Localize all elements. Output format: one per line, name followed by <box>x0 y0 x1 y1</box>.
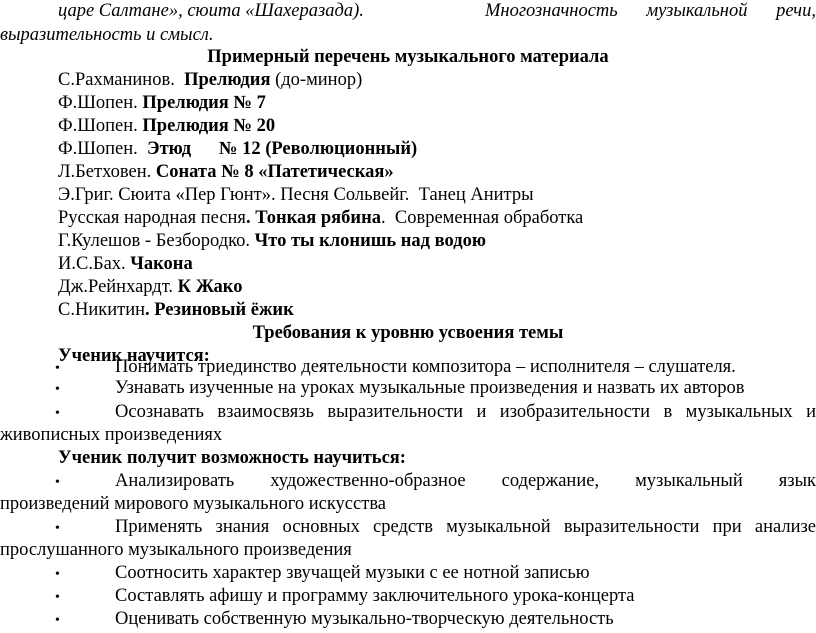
learn-item-3-line-1: Осознавать взаимосвязь выразительности и изобразительности в музыкальных и <box>115 402 816 422</box>
work-title: Этюд № 12 (Революционный) <box>147 139 418 159</box>
music-item <box>58 137 417 161</box>
bullet-icon: • <box>55 361 60 376</box>
learn-item-2: Узнавать изученные на уроках музыкальные произведения и назвать их авторов <box>115 378 745 398</box>
requirements-heading: Требования к уровню усвоения темы <box>252 323 564 343</box>
bullet-icon: • <box>55 590 60 605</box>
opportunity-item-1-line-1: Анализировать художественно-образное содержание, музыкальный язык <box>115 471 816 491</box>
opportunity-item-3: Соотносить характер звучащей музыки с ее нотной записью <box>115 563 590 583</box>
composer: С.Никитин <box>58 300 145 320</box>
opportunity-item-2-line-2: прослушанного музыкального произведения <box>0 540 352 560</box>
opportunity-item-2-line-1: Применять знания основных средств музыкальной выразительности при анализе <box>115 517 816 537</box>
composer: Русская народная песня <box>58 208 246 228</box>
music-item <box>58 160 394 184</box>
composer: Дж.Рейнхардт. <box>58 277 178 297</box>
work-note: . Современная обработка <box>381 208 584 228</box>
work-title: . Тонкая рябина <box>245 208 381 228</box>
music-item <box>58 114 275 138</box>
music-list-heading: Примерный перечень музыкального материала <box>207 47 609 67</box>
work-title: Прелюдия <box>184 70 271 90</box>
composer: Л.Бетховен. <box>58 162 156 182</box>
bullet-icon: • <box>55 382 60 397</box>
intro-line-2: выразительность и смысл. <box>0 25 214 45</box>
work-title: . Резиновый ёжик <box>145 300 294 320</box>
work-title: Соната № 8 «Патетическая» <box>155 162 394 182</box>
intro-line-1-right: Многозначность музыкальной речи, <box>485 1 816 21</box>
opportunity-heading: Ученик получит возможность научиться: <box>58 448 406 468</box>
composer: Г.Кулешов - Безбородко. <box>58 231 255 251</box>
bullet-icon: • <box>55 475 60 490</box>
composer: И.С.Бах. <box>58 254 131 274</box>
opportunity-item-1-line-2: произведений мирового музыкального искусства <box>0 494 387 514</box>
music-item <box>58 298 294 322</box>
work-title: К Жако <box>177 277 243 297</box>
composer: Ф.Шопен. <box>58 116 143 136</box>
bullet-icon: • <box>55 521 60 536</box>
composer: Ф.Шопен. <box>58 139 148 159</box>
bullet-icon: • <box>55 406 60 421</box>
music-item <box>58 229 486 253</box>
bullet-icon: • <box>55 567 60 582</box>
music-item <box>58 206 583 230</box>
music-item <box>58 275 242 299</box>
work-title: Прелюдия № 20 <box>142 116 276 136</box>
intro-line-1-left: царе Салтане», сюита «Шахеразада). <box>58 1 364 21</box>
work-title: Чакона <box>130 254 193 274</box>
work-title: Прелюдия № 7 <box>142 93 266 113</box>
opportunity-item-5: Оценивать собственную музыкально-творческую деятельность <box>115 609 614 629</box>
composer: Ф.Шопен. <box>58 93 143 113</box>
music-item <box>58 252 193 276</box>
opportunity-item-4: Составлять афишу и программу заключительного урока-концерта <box>115 586 635 606</box>
music-item <box>58 183 534 207</box>
music-item <box>58 91 266 115</box>
work-note: (до-минор) <box>270 70 363 90</box>
learn-heading: Ученик научится: <box>58 346 210 366</box>
learn-item-1: Понимать триединство деятельности композитора – исполнителя – слушателя. <box>115 357 736 377</box>
composer: Э.Григ. Сюита «Пер Гюнт». Песня Сольвейг. Танец Анитры <box>58 185 534 205</box>
bullet-icon: • <box>55 613 60 628</box>
composer: С.Рахманинов. <box>58 70 185 90</box>
work-title: Что ты клонишь над водою <box>254 231 486 251</box>
music-item <box>58 68 362 92</box>
learn-item-3-line-2: живописных произведениях <box>0 425 223 445</box>
